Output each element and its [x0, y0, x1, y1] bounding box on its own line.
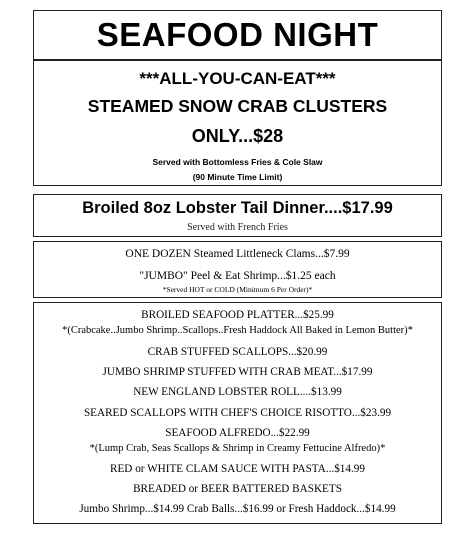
- main-menu-box: [33, 302, 442, 524]
- menu-item: CRAB STUFFED SCALLOPS...$20.99: [147, 346, 328, 358]
- crab-special-box: [33, 60, 442, 186]
- menu-item: SEARED SCALLOPS WITH CHEF'S CHOICE RISOTTO...$23.99: [83, 407, 392, 419]
- crab-special-price: ONLY...$28: [191, 126, 284, 146]
- menu-item: NEW ENGLAND LOBSTER ROLL....$13.99: [133, 386, 342, 398]
- clams-item: ONE DOZEN Steamed Littleneck Clams...$7.99: [125, 248, 350, 260]
- all-you-can-eat-banner: ***ALL-YOU-CAN-EAT***: [139, 69, 336, 88]
- shrimp-item: "JUMBO" Peel & Eat Shrimp...$1.25 each: [139, 270, 336, 282]
- shrimp-note: *Served HOT or COLD (Minimum 6 Per Order)*: [162, 285, 313, 294]
- title-box: [33, 10, 442, 60]
- basket-prices: Jumbo Shrimp...$14.99 Crab Balls...$16.99 or Fresh Haddock...$14.99: [79, 503, 396, 515]
- page-title: SEAFOOD NIGHT: [96, 16, 379, 53]
- menu-item-heading: BREADED or BEER BATTERED BASKETS: [133, 483, 342, 495]
- menu-item-description: *(Crabcake..Jumbo Shrimp..Scallops..Fresh Haddock All Baked in Lemon Butter)*: [62, 325, 413, 336]
- menu-item: JUMBO SHRIMP STUFFED WITH CRAB MEAT...$17.99: [102, 366, 373, 378]
- menu-item: SEAFOOD ALFREDO...$22.99: [165, 427, 310, 439]
- clams-box: [33, 241, 442, 298]
- lobster-dinner-note: Served with French Fries: [187, 222, 288, 233]
- crab-special-sides: Served with Bottomless Fries & Cole Slaw: [152, 157, 323, 167]
- menu-item-description: *(Lump Crab, Seas Scallops & Shrimp in Creamy Fettucine Alfredo)*: [89, 443, 386, 454]
- lobster-box: [33, 194, 442, 237]
- crab-special-time-limit: (90 Minute Time Limit): [192, 172, 283, 182]
- lobster-dinner-title: Broiled 8oz Lobster Tail Dinner....$17.99: [82, 199, 393, 217]
- menu-item: BROILED SEAFOOD PLATTER...$25.99: [141, 309, 334, 321]
- crab-special-title: STEAMED SNOW CRAB CLUSTERS: [87, 96, 388, 116]
- menu-item: RED or WHITE CLAM SAUCE WITH PASTA...$14.99: [110, 463, 365, 475]
